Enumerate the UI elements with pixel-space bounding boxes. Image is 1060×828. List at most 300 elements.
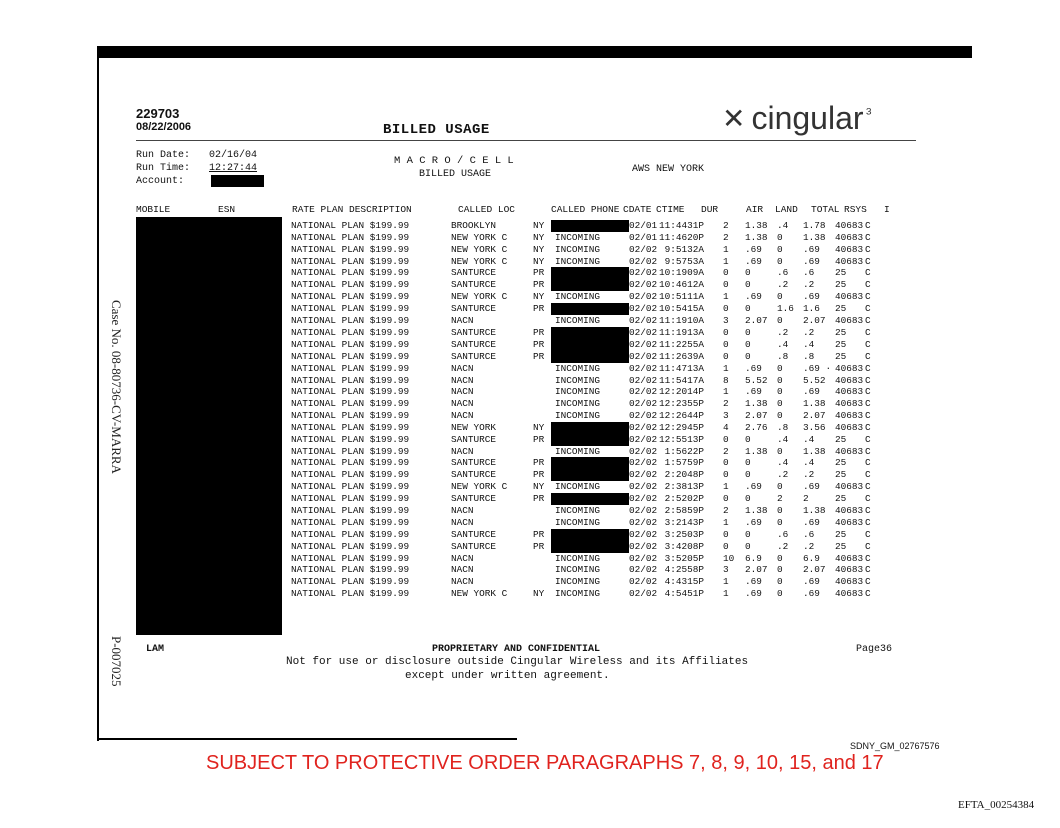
rsys-cell: 25 xyxy=(835,326,847,338)
dur-cell: 0 xyxy=(723,493,729,505)
land-cell: 0 xyxy=(777,291,783,303)
cdate-cell: 02/02 xyxy=(629,326,658,338)
state-cell xyxy=(533,446,555,458)
table-row xyxy=(291,375,877,387)
called-phone-cell xyxy=(555,457,629,469)
total-cell: .69 xyxy=(803,481,820,493)
cdate-cell: 02/02 xyxy=(629,315,658,326)
air-cell: 0 xyxy=(745,457,751,469)
total-cell: 1.38 xyxy=(803,398,826,409)
indicator-cell: C xyxy=(865,409,871,421)
called-loc-cell: SANTURCE xyxy=(451,279,497,291)
dur-cell: 1 xyxy=(723,243,729,255)
total-cell: .69 xyxy=(803,243,820,255)
indicator-cell: C xyxy=(865,291,871,303)
indicator-cell: C xyxy=(865,303,871,315)
indicator-cell: C xyxy=(865,552,871,564)
indicator-cell: C xyxy=(865,374,871,386)
table-row xyxy=(291,398,877,410)
rsys-cell: 40683 xyxy=(835,220,864,232)
indicator-cell: C xyxy=(865,505,871,516)
called-loc-cell: SANTURCE xyxy=(451,469,497,481)
ctime-cell: 10:5111A xyxy=(659,291,705,303)
land-cell: .2 xyxy=(777,279,789,291)
called-phone-cell: INCOMING xyxy=(555,386,601,398)
rsys-cell: 25 xyxy=(835,457,847,469)
cdate-cell: 02/02 xyxy=(629,469,658,481)
air-cell: 0 xyxy=(745,326,751,338)
land-cell: .2 xyxy=(777,326,789,338)
state-cell: NY xyxy=(533,232,545,243)
rate-plan-cell: NATIONAL PLAN $199.99 xyxy=(291,516,410,528)
ctime-cell: 12:5513P xyxy=(659,433,705,445)
called-loc-cell: SANTURCE xyxy=(451,433,497,445)
dur-cell: 0 xyxy=(723,326,729,338)
rsys-cell: 40683 xyxy=(835,516,864,528)
ctime-cell: 3:2143P xyxy=(659,516,705,528)
account-redaction xyxy=(211,175,264,187)
rate-plan-cell: NATIONAL PLAN $199.99 xyxy=(291,433,410,445)
land-cell: .4 xyxy=(777,457,789,469)
air-cell: 5.52 xyxy=(745,374,768,386)
page-title: BILLED USAGE xyxy=(383,122,490,138)
table-row xyxy=(291,576,877,588)
indicator-cell: C xyxy=(865,587,871,599)
rsys-cell: 25 xyxy=(835,433,847,445)
ctime-cell: 11:2255A xyxy=(659,338,705,350)
rsys-cell: 40683 xyxy=(835,362,864,374)
state-cell xyxy=(533,375,555,387)
rsys-cell: 40683 xyxy=(835,576,864,587)
rsys-cell: 25 xyxy=(835,350,847,362)
air-cell: .69 xyxy=(745,481,762,493)
rsys-cell: 40683 xyxy=(835,421,864,433)
dur-cell: 2 xyxy=(723,220,729,232)
land-cell: 2 xyxy=(777,493,783,505)
rsys-cell: 40683 xyxy=(835,587,864,599)
called-phone-cell: INCOMING xyxy=(555,481,601,493)
ctime-cell: 9:5132A xyxy=(659,243,705,255)
table-row xyxy=(291,315,877,327)
air-cell: .69 xyxy=(745,243,762,255)
called-phone-cell xyxy=(555,493,629,505)
billed-usage-subheading: BILLED USAGE xyxy=(419,169,492,180)
state-cell: PR xyxy=(533,457,545,469)
table-row xyxy=(291,363,877,375)
called-phone-cell: INCOMING xyxy=(555,505,601,516)
state-cell: PR xyxy=(533,326,545,338)
total-cell: 3.56 xyxy=(803,421,826,433)
rate-plan-cell: NATIONAL PLAN $199.99 xyxy=(291,220,410,232)
total-cell: .69 xyxy=(803,516,820,528)
called-loc-cell: NACN xyxy=(451,374,474,386)
air-cell: 2.07 xyxy=(745,315,768,326)
called-phone-redaction xyxy=(551,220,629,232)
cdate-cell: 02/02 xyxy=(629,291,658,303)
dur-cell: 8 xyxy=(723,374,729,386)
called-phone-cell xyxy=(555,279,629,291)
called-phone-cell: INCOMING xyxy=(555,232,601,243)
rate-plan-cell: NATIONAL PLAN $199.99 xyxy=(291,243,410,255)
ctime-cell: 3:5205P xyxy=(659,552,705,564)
called-phone-cell xyxy=(555,422,629,434)
rate-plan-cell: NATIONAL PLAN $199.99 xyxy=(291,338,410,350)
table-row xyxy=(291,303,877,315)
total-cell: 2.07 xyxy=(803,564,826,576)
page-number: Page36 xyxy=(856,644,893,655)
table-row xyxy=(291,410,877,422)
called-phone-cell xyxy=(555,303,629,315)
air-cell: 0 xyxy=(745,338,751,350)
land-cell: .8 xyxy=(777,350,789,362)
scan-border-bottom xyxy=(97,738,517,740)
dur-cell: 0 xyxy=(723,469,729,481)
dur-cell: 2 xyxy=(723,505,729,516)
state-cell xyxy=(533,398,555,410)
air-cell: .69 xyxy=(745,516,762,528)
rate-plan-cell: NATIONAL PLAN $199.99 xyxy=(291,564,410,576)
total-cell: 1.38 xyxy=(803,505,826,516)
rsys-cell: 25 xyxy=(835,279,847,291)
cdate-cell: 02/02 xyxy=(629,386,658,398)
cdate-cell: 02/02 xyxy=(629,374,658,386)
total-cell: .2 xyxy=(803,279,815,291)
called-loc-cell: SANTURCE xyxy=(451,303,497,315)
footer-lam: LAM xyxy=(146,644,165,655)
run-date-value: 02/16/04 xyxy=(209,150,258,161)
indicator-cell: C xyxy=(865,398,871,409)
table-row xyxy=(291,279,877,291)
table-row xyxy=(291,386,877,398)
table-row xyxy=(291,481,877,493)
col-land: LAND xyxy=(775,204,798,215)
air-cell: 0 xyxy=(745,350,751,362)
called-loc-cell: NACN xyxy=(451,445,474,457)
called-phone-cell: INCOMING xyxy=(555,291,601,303)
ctime-cell: 9:5753A xyxy=(659,255,705,267)
land-cell: .4 xyxy=(777,220,789,232)
total-cell: 1.38 xyxy=(803,445,826,457)
called-loc-cell: NEW YORK xyxy=(451,421,497,433)
called-loc-cell: SANTURCE xyxy=(451,493,497,505)
air-cell: 0 xyxy=(745,433,751,445)
dur-cell: 0 xyxy=(723,457,729,469)
ctime-cell: 4:5451P xyxy=(659,587,705,599)
indicator-cell: C xyxy=(865,350,871,362)
rsys-cell: 40683 xyxy=(835,243,864,255)
table-row xyxy=(291,291,877,303)
cdate-cell: 02/02 xyxy=(629,505,658,516)
rate-plan-cell: NATIONAL PLAN $199.99 xyxy=(291,267,410,279)
cdate-cell: 02/02 xyxy=(629,398,658,409)
state-cell: NY xyxy=(533,243,545,255)
air-cell: 2.07 xyxy=(745,409,768,421)
called-loc-cell: SANTURCE xyxy=(451,338,497,350)
col-air: AIR xyxy=(746,204,764,215)
air-cell: 6.9 xyxy=(745,552,762,564)
air-cell: 0 xyxy=(745,528,751,540)
land-cell: 0 xyxy=(777,445,783,457)
cdate-cell: 02/02 xyxy=(629,409,658,421)
ctime-cell: 11:5417A xyxy=(659,374,705,386)
called-phone-redaction xyxy=(551,529,629,541)
total-cell: .69 xyxy=(803,587,820,599)
called-phone-cell xyxy=(555,220,629,232)
called-loc-cell: NACN xyxy=(451,552,474,564)
air-cell: 0 xyxy=(745,540,751,552)
indicator-cell: C xyxy=(865,362,871,374)
air-cell: 1.38 xyxy=(745,398,768,409)
account-label: Account: xyxy=(136,176,185,187)
rsys-cell: 40683 xyxy=(835,232,864,243)
cdate-cell: 02/02 xyxy=(629,516,658,528)
ctime-cell: 11:4713A xyxy=(659,362,705,374)
col-mobile: MOBILE xyxy=(136,204,171,215)
total-cell: 2.07 xyxy=(803,409,826,421)
land-cell: 0 xyxy=(777,552,783,564)
run-time-value: 12:27:44 xyxy=(209,163,258,174)
disclaimer-line-2: except under written agreement. xyxy=(405,670,610,682)
cdate-cell: 02/02 xyxy=(629,540,658,552)
cdate-cell: 02/02 xyxy=(629,421,658,433)
cdate-cell: 02/02 xyxy=(629,350,658,362)
called-loc-cell: NACN xyxy=(451,516,474,528)
called-loc-cell: BROOKLYN xyxy=(451,220,497,232)
table-row xyxy=(291,232,877,244)
ctime-cell: 10:5415A xyxy=(659,303,705,315)
dur-cell: 1 xyxy=(723,587,729,599)
document-date: 08/22/2006 xyxy=(136,121,192,133)
called-phone-cell: INCOMING xyxy=(555,564,601,576)
state-cell xyxy=(533,564,555,576)
table-row xyxy=(291,339,877,351)
table-row xyxy=(291,457,877,469)
rate-plan-cell: NATIONAL PLAN $199.99 xyxy=(291,362,410,374)
cdate-cell: 02/02 xyxy=(629,433,658,445)
dur-cell: 3 xyxy=(723,315,729,326)
table-row xyxy=(291,422,877,434)
proprietary-notice: PROPRIETARY AND CONFIDENTIAL xyxy=(432,644,601,655)
indicator-cell: C xyxy=(865,445,871,457)
called-phone-cell: INCOMING xyxy=(555,516,601,528)
ctime-cell: 11:4431P xyxy=(659,220,705,232)
called-phone-cell: INCOMING xyxy=(555,409,601,421)
ctime-cell: 3:2503P xyxy=(659,528,705,540)
state-cell: NY xyxy=(533,421,545,433)
state-cell xyxy=(533,576,555,588)
table-row xyxy=(291,588,877,600)
called-loc-cell: NEW YORK C xyxy=(451,255,508,267)
air-cell: 0 xyxy=(745,267,751,279)
land-cell: .2 xyxy=(777,469,789,481)
total-cell: .6 xyxy=(803,267,815,279)
called-loc-cell: NEW YORK C xyxy=(451,481,508,493)
called-loc-cell: SANTURCE xyxy=(451,326,497,338)
air-cell: .69 xyxy=(745,576,762,587)
scan-border-top xyxy=(97,46,972,58)
total-cell: 1.78 xyxy=(803,220,826,232)
total-cell: 1.38 xyxy=(803,232,826,243)
called-phone-redaction xyxy=(551,339,629,351)
dur-cell: 3 xyxy=(723,409,729,421)
rsys-cell: 25 xyxy=(835,303,847,315)
total-cell: .69 xyxy=(803,255,820,267)
ctime-cell: 4:4315P xyxy=(659,576,705,587)
total-cell: .4 xyxy=(803,433,815,445)
state-cell: PR xyxy=(533,267,545,279)
rate-plan-cell: NATIONAL PLAN $199.99 xyxy=(291,386,410,398)
col-called-loc: CALLED LOC xyxy=(458,204,516,215)
rate-plan-cell: NATIONAL PLAN $199.99 xyxy=(291,279,410,291)
air-cell: 1.38 xyxy=(745,445,768,457)
called-phone-cell: INCOMING xyxy=(555,243,601,255)
indicator-cell: C xyxy=(865,421,871,433)
rate-plan-cell: NATIONAL PLAN $199.99 xyxy=(291,493,410,505)
col-called-phone: CALLED PHONE xyxy=(551,204,620,215)
land-cell: 0 xyxy=(777,587,783,599)
indicator-cell: C xyxy=(865,243,871,255)
indicator-cell: C xyxy=(865,540,871,552)
called-phone-cell xyxy=(555,267,629,279)
rate-plan-cell: NATIONAL PLAN $199.99 xyxy=(291,576,410,587)
dur-cell: 1 xyxy=(723,255,729,267)
efta-bates-number: EFTA_00254384 xyxy=(958,799,1035,811)
called-phone-cell: INCOMING xyxy=(555,445,601,457)
ctime-cell: 10:4612A xyxy=(659,279,705,291)
ctime-cell: 2:3813P xyxy=(659,481,705,493)
rate-plan-cell: NATIONAL PLAN $199.99 xyxy=(291,421,410,433)
rsys-cell: 40683 xyxy=(835,398,864,409)
air-cell: .69 xyxy=(745,291,762,303)
cdate-cell: 02/02 xyxy=(629,445,658,457)
cdate-cell: 02/02 xyxy=(629,338,658,350)
table-row xyxy=(291,327,877,339)
dur-cell: 1 xyxy=(723,576,729,587)
rate-plan-cell: NATIONAL PLAN $199.99 xyxy=(291,398,410,409)
indicator-cell: C xyxy=(865,220,871,232)
rsys-cell: 40683 xyxy=(835,315,864,326)
called-phone-cell xyxy=(555,351,629,363)
dur-cell: 0 xyxy=(723,433,729,445)
state-cell xyxy=(533,386,555,398)
total-cell: .6 xyxy=(803,528,815,540)
total-cell: .8 xyxy=(803,350,815,362)
called-loc-cell: NEW YORK C xyxy=(451,243,508,255)
air-cell: 0 xyxy=(745,279,751,291)
ctime-cell: 11:1913A xyxy=(659,326,705,338)
state-cell: NY xyxy=(533,220,545,232)
state-cell xyxy=(533,553,555,565)
total-cell: .4 xyxy=(803,338,815,350)
land-cell: .4 xyxy=(777,338,789,350)
document-id: 229703 xyxy=(136,106,180,121)
rsys-cell: 40683 xyxy=(835,552,864,564)
called-phone-cell: INCOMING xyxy=(555,315,601,326)
rate-plan-cell: NATIONAL PLAN $199.99 xyxy=(291,409,410,421)
indicator-cell: C xyxy=(865,469,871,481)
land-cell: 0 xyxy=(777,386,783,398)
called-phone-cell: INCOMING xyxy=(555,576,601,587)
region-label: AWS NEW YORK xyxy=(632,164,705,175)
land-cell: .6 xyxy=(777,267,789,279)
indicator-cell: C xyxy=(865,338,871,350)
state-cell: PR xyxy=(533,303,545,315)
rate-plan-cell: NATIONAL PLAN $199.99 xyxy=(291,528,410,540)
table-row xyxy=(291,469,877,481)
ctime-cell: 12:2644P xyxy=(659,409,705,421)
total-cell: .4 xyxy=(803,457,815,469)
disclaimer-line-1: Not for use or disclosure outside Cingular Wireless and its Affiliates xyxy=(286,656,749,668)
rsys-cell: 40683 xyxy=(835,505,864,516)
cdate-cell: 02/02 xyxy=(629,243,658,255)
rsys-cell: 25 xyxy=(835,338,847,350)
sdny-bates-number: SDNY_GM_02767576 xyxy=(850,741,940,751)
called-loc-cell: NEW YORK C xyxy=(451,291,508,303)
total-cell: .69 xyxy=(803,291,820,303)
mobile-esn-redaction xyxy=(136,217,282,635)
called-loc-cell: NACN xyxy=(451,564,474,576)
table-row xyxy=(291,553,877,565)
state-cell: PR xyxy=(533,528,545,540)
called-phone-redaction xyxy=(551,279,629,291)
cingular-logo-text: cingular xyxy=(751,100,864,136)
table-row xyxy=(291,244,877,256)
rsys-cell: 40683 xyxy=(835,386,864,398)
rsys-cell: 40683 xyxy=(835,374,864,386)
land-cell: 0 xyxy=(777,564,783,576)
cdate-cell: 02/02 xyxy=(629,267,658,279)
air-cell: 1.38 xyxy=(745,232,768,243)
ctime-cell: 12:2355P xyxy=(659,398,705,409)
cdate-cell: 02/01 xyxy=(629,232,658,243)
called-loc-cell: NEW YORK C xyxy=(451,587,508,599)
total-cell: 6.9 xyxy=(803,552,820,564)
called-loc-cell: SANTURCE xyxy=(451,267,497,279)
land-cell: 0 xyxy=(777,362,783,374)
state-cell xyxy=(533,315,555,327)
rate-plan-cell: NATIONAL PLAN $199.99 xyxy=(291,457,410,469)
cdate-cell: 02/02 xyxy=(629,481,658,493)
called-phone-cell: INCOMING xyxy=(555,587,601,599)
rsys-cell: 25 xyxy=(835,469,847,481)
dur-cell: 1 xyxy=(723,362,729,374)
state-cell xyxy=(533,505,555,517)
ctime-cell: 4:2558P xyxy=(659,564,705,576)
col-total: TOTAL xyxy=(811,204,840,215)
land-cell: .8 xyxy=(777,421,789,433)
rate-plan-cell: NATIONAL PLAN $199.99 xyxy=(291,481,410,493)
col-i: I xyxy=(884,204,890,215)
indicator-cell: C xyxy=(865,528,871,540)
rsys-cell: 40683 xyxy=(835,481,864,493)
called-loc-cell: NACN xyxy=(451,409,474,421)
land-cell: 0 xyxy=(777,232,783,243)
called-loc-cell: NACN xyxy=(451,398,474,409)
air-cell: 1.38 xyxy=(745,505,768,516)
rate-plan-cell: NATIONAL PLAN $199.99 xyxy=(291,303,410,315)
rate-plan-cell: NATIONAL PLAN $199.99 xyxy=(291,315,410,326)
rsys-cell: 25 xyxy=(835,528,847,540)
rsys-cell: 40683 xyxy=(835,255,864,267)
rsys-cell: 40683 xyxy=(835,409,864,421)
col-cdate: CDATE xyxy=(623,204,652,215)
called-phone-redaction xyxy=(551,457,629,469)
rate-plan-cell: NATIONAL PLAN $199.99 xyxy=(291,291,410,303)
cdate-cell: 02/02 xyxy=(629,552,658,564)
called-loc-cell: SANTURCE xyxy=(451,528,497,540)
total-cell: 2 xyxy=(803,493,809,505)
indicator-cell: C xyxy=(865,279,871,291)
